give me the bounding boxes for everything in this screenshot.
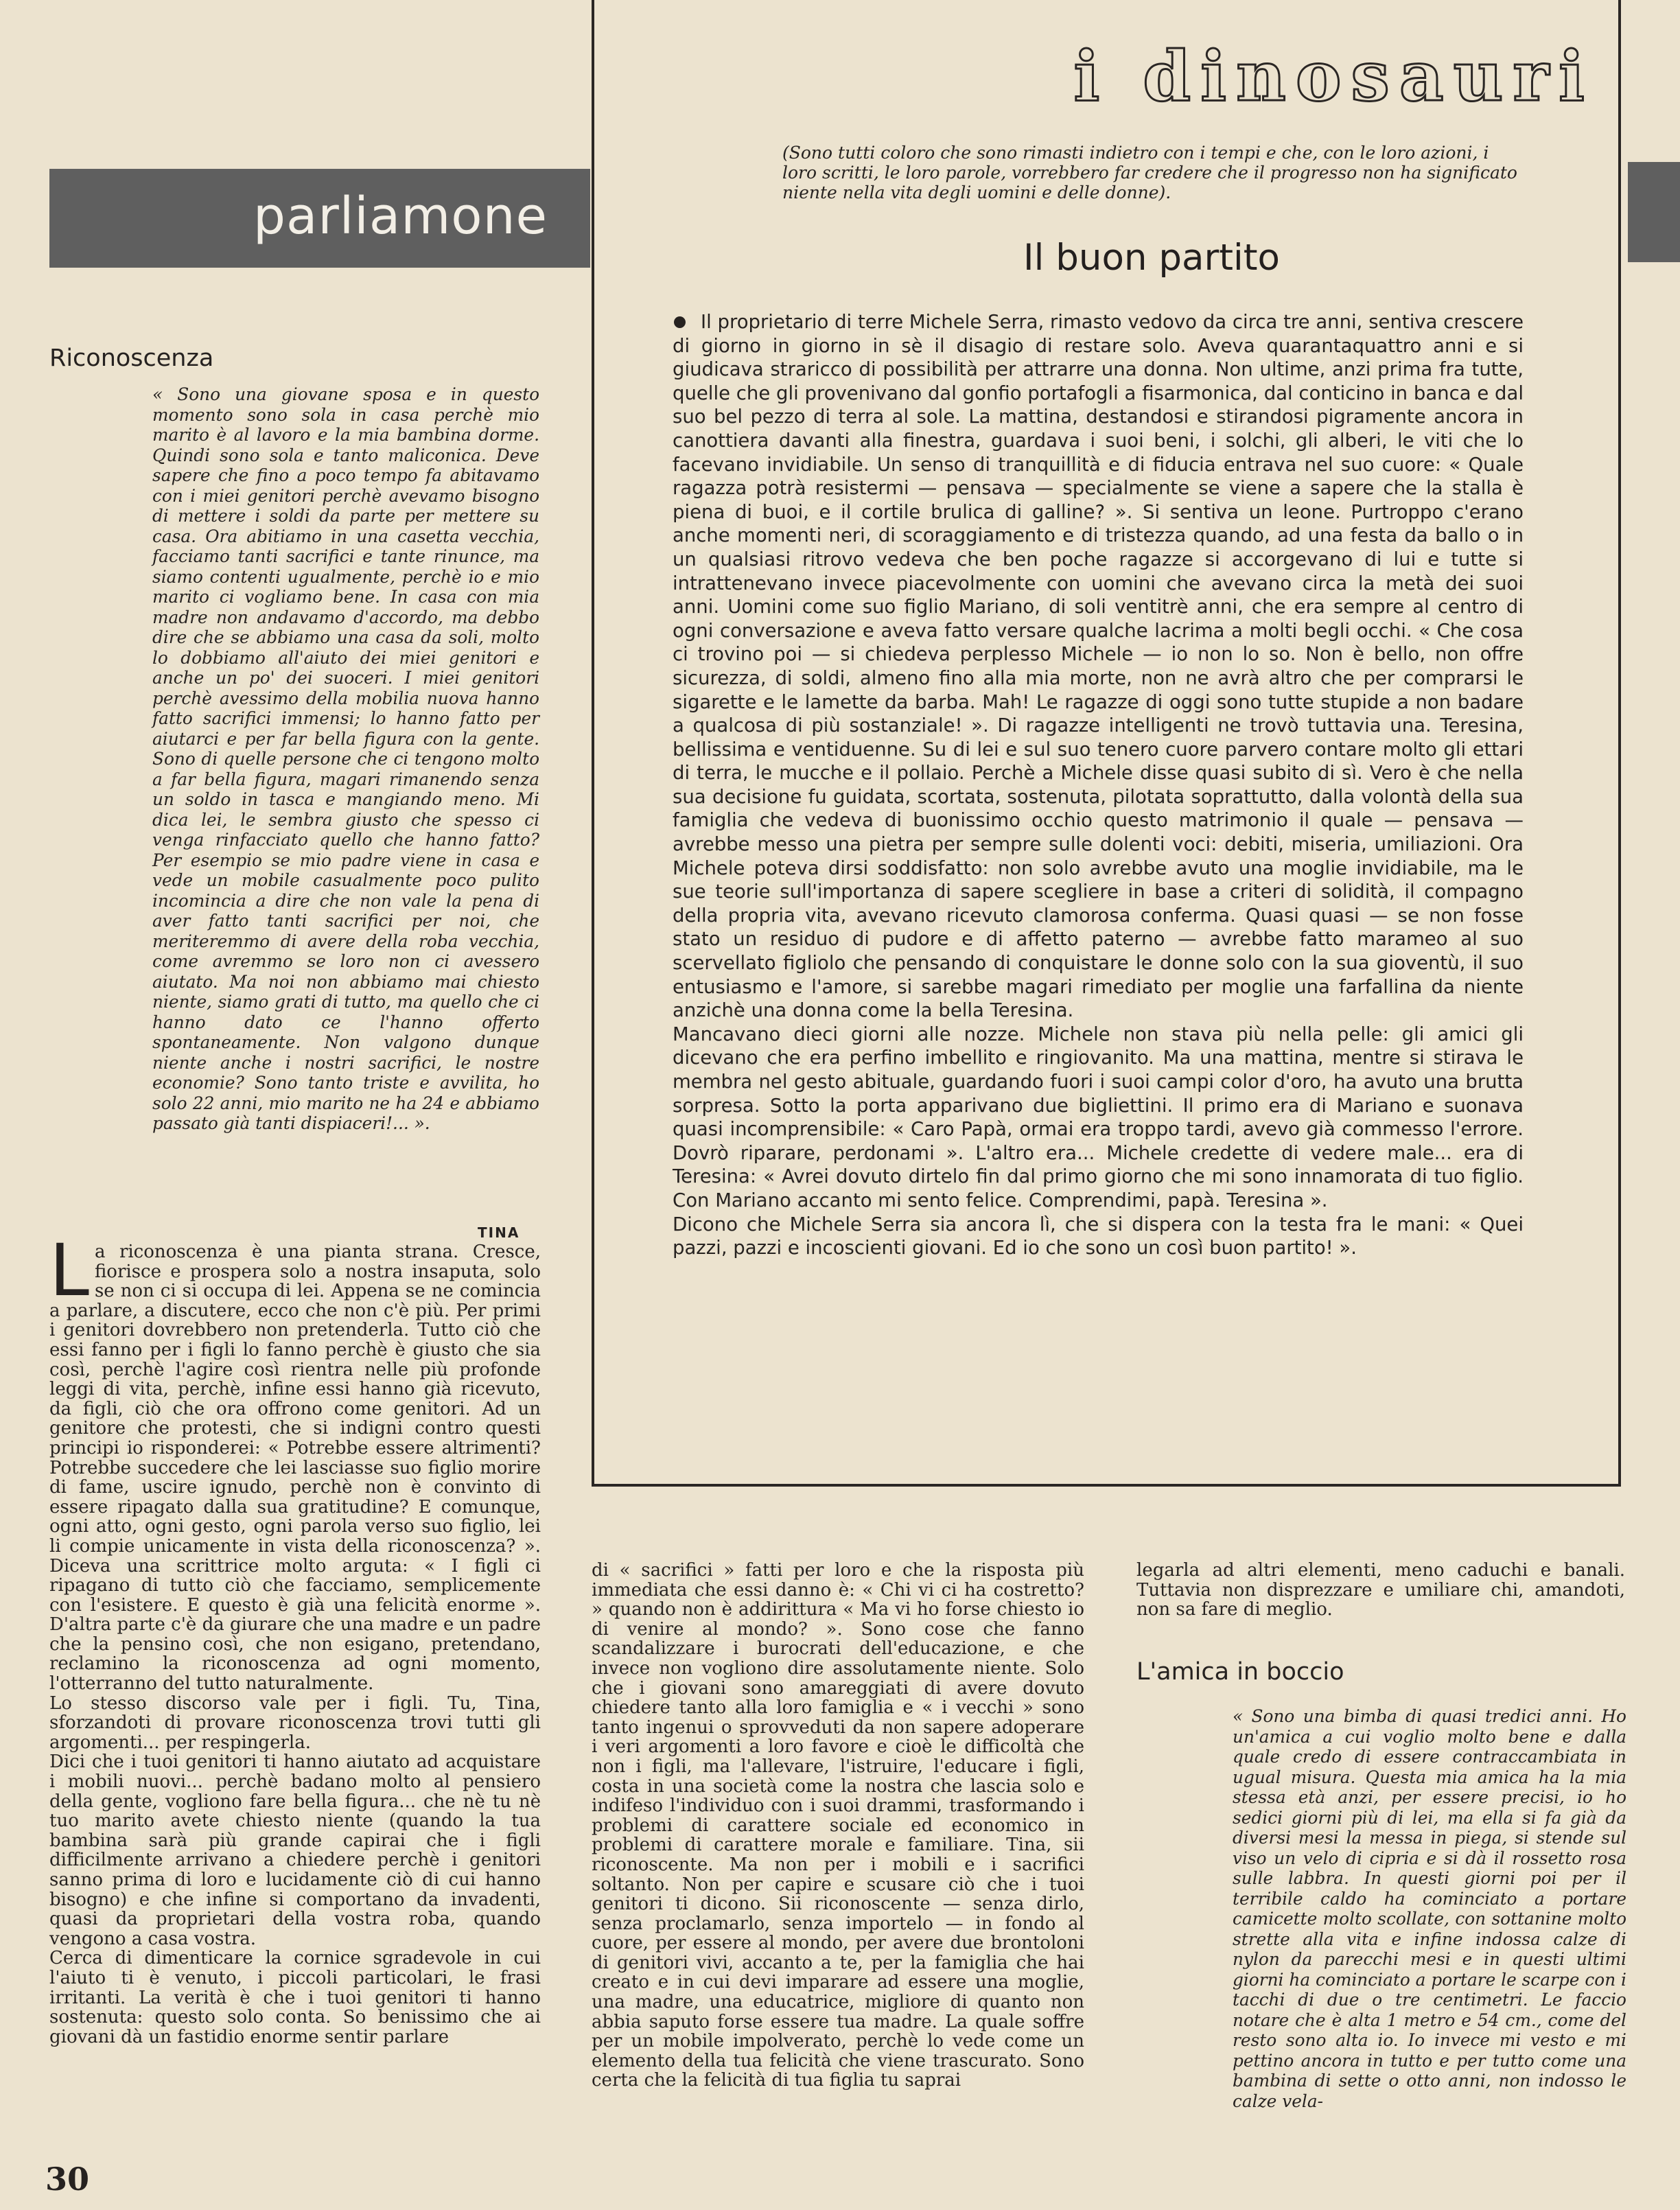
drop-cap: L — [49, 1229, 89, 1312]
amica-heading: L'amica in boccio — [1136, 1658, 1344, 1686]
reply-column-2: di « sacrifici » fatti per loro e che la risposta più immediata che essi danno è: « Chi vi ci ha costretto? » quando non è addirittura « Ma vi ho forse chiesto io di venire al mondo? ». Sono cose che fanno scandalizzare i burocrati dell'educazione, e che invece non vogliono dire assolutamente niente. Solo che i giovani sono amareggiati di avere dovuto chiedere tanto alla loro famiglia e « i vecchi » sono tanto ingenui o sprovveduti da non sapere adoperare i veri argomenti a loro favore e cioè le difficoltà che non i figli, ma l'allevare, l'istruire, l'educare i figli, costa in una società come la nostra che lascia solo e indifeso l'individuo con i suoi drammi, trasformando i problemi di carattere sociale ed economico in problemi di carattere morale e familiare. Tina, sii riconoscente. Ma non per i mobili e i sacrifici soltanto. Non per capire e scusare ciò che i tuoi genitori ti dicono. Sii riconoscente — senza dirlo, senza proclamarlo, senza importelo — in fondo al cuore, per essere al mondo, per avere due brontoloni di genitori vivi, accanto a te, per la famiglia che hai creato e in cui devi imparare ad essere una moglie, una madre, una educatrice, migliore di quanto non abbia saputo forse essere tua madre. La quale soffre per un mobile impolverato, perchè lo vede come un elemento della tua felicità che viene trascurato. Sono certa che la felicità di tua figlia tu saprai — [592, 1560, 1084, 2091]
reply-column-3: legarla ad altri elementi, meno caduchi e banali. Tuttavia non disprezzare e umiliare chi, amandoti, non sa fare di meglio. — [1136, 1560, 1625, 1620]
letter-signature: TINA — [478, 1224, 520, 1241]
story-paragraph: Il proprietario di terre Michele Serra, rimasto vedovo da circa tre anni, sentiva crescere di giorno in giorno in sè il disagio di restare solo. Aveva quarantaquattro anni e si giudicava straricco di possibilità per attrarre una donna. Non ultime, anzi prima fra tutte, quelle che gli provenivano dal gonfio portafogli a fisarmonica, dal conticino in banca e dal suo bel pezzo di terra al sole. La mattina, destandosi e stirandosi pigramente ancora in canottiera davanti alla finestra, guardava i suoi beni, i solchi, gli alberi, le viti che lo facevano invidiabile. Un senso di tranquillità e di fiducia entrava nel suo cuore: « Quale ragazza potrà resistermi — pensava — specialmente se viene a sapere che la stalla è piena di buoi, e il cortile brulica di galline? ». Si sentiva un leone. Purtroppo c'erano anche momenti neri, di scoraggiamento e di tristezza quando, ad una festa da ballo o in un qualsiasi ritrovo vedeva che ben poche ragazze si accorgevano di lui e tutte si intrattenevano invece piacevolmente con uomini che avevano circa la metà dei suoi anni. Uomini come suo figlio Mariano, di soli ventitrè anni, che era sempre al centro di ogni conversazione e aveva fatto versare qualche lacrima a molti begli occhi. « Che cosa ci trovino poi — si chiedeva perplesso Michele — io non lo so. Non è bello, non offre sicurezza, di soldi, almeno fino alla mia morte, non ne avrà altro che per comprarsi le sigarette e le lamette da barba. Mah! Le ragazze di oggi sono tutte stupide a non badare a qualcosa di più sostanziale! ». Di ragazze intelligenti ne trovò tuttavia una. Teresina, bellissima e ventiduenne. Su di lei e sul suo tenero cuore parvero contare molto gli ettari di terra, le mucche e il pollaio. Perchè a Michele disse quasi subito di sì. Vero è che nella sua decisione fu guidata, scortata, sostenuta, pilotata soprattutto, dalla volontà della sua famiglia che vedeva di buonissimo occhio questo matrimonio il quale — pensava — avrebbe messo una pietra per sempre sulle dolenti voci: debiti, miseria, umiliazioni. Ora Michele poteva dirsi soddisfatto: non solo avrebbe avuto una moglie invidiabile, ma le sue teorie sull'importanza di sapere scegliere in base a criteri di solidità, il compagno della propria vita, avevano ricevuto clamorosa conferma. Quasi quasi — se non fosse stato un residuo di pudore e di affetto paterno — avrebbe fatto marameo al suo scervellato figliolo che pensando di conquistare le donne solo con la sua gioventù, il suo entusiasmo e l'amore, si sarebbe magari rimediato per moglie una farfallina da niente anzichè una donna come la bella Teresina. — [673, 311, 1524, 1022]
reply-paragraph: Dici che i tuoi genitori ti hanno aiutato ad acquistare i mobili nuovi... perchè badano molto al pensiero della gente, vogliono fare bella figura... che nè tu nè tuo marito avete chiesto niente (quando la tua bambina sarà più grande capirai che i figli difficilmente arrivano a chiedere perchè i genitori sanno prima di loro e lucidamente ciò di cui hanno bisogno) e che infine si comportano da invadenti, quasi da proprietari della vostra roba, quando vengono a casa vostra. — [49, 1752, 541, 1949]
story-paragraph: Mancavano dieci giorni alle nozze. Michele non stava più nella pelle: gli amici gli dicevano che era perfino imbellito e ringiovanito. Ma una mattina, mentre si stirava le membra nel gesto abituale, guardando fuori i suoi campi color d'oro, ha avuto una brutta sorpresa. Sotto la porta apparivano due bigliettini. Il primo era di Mariano e suonava quasi incomprensibile: « Caro Papà, ormai era troppo tardi, avevo già commesso l'errore. Dovrò riparare, perdonami ». L'altro era... Michele credette di vedere male... era di Teresina: « Avrei dovuto dirtelo fin dal primo giorno che mi sono innamorata di tuo figlio. Con Mariano accanto mi sento felice. Comprendimi, papà. Teresina ». — [673, 1023, 1524, 1211]
reply-paragraph: Lo stesso discorso vale per i figli. Tu, Tina, sforzandoti di provare riconoscenza trovi tutti gli argomenti... per respingerla. — [49, 1693, 541, 1753]
section-banner-title: parliamone — [253, 187, 548, 246]
reply-paragraph: La riconoscenza è una pianta strana. Cresce, fiorisce e prospera solo a nostra insaputa, solo se non ci si occupa di lei. Appena se ne comincia a parlare, a discutere, ecco che non c'è più. Per primi i genitori dovrebbero non pretenderla. Tutto ciò che essi fanno per i figli lo fanno perchè è giusto che sia così, perchè l'agire così rientra nelle più profonde leggi di vita, perchè, infine essi hanno già ricevuto, da figli, ciò che ora offrono come genitori. Ad un genitore che protesti, che si indigni contro questi principi io risponderei: « Potrebbe essere altrimenti? Potrebbe succedere che lei lasciasse suo figlio morire di fame, uscire ignudo, perchè non è convinto di essere ripagato dalla sua gratitudine? E comunque, ogni atto, ogni gesto, ogni parola verso suo figlio, lei li compie unicamente in vista della riconoscenza? ». Diceva una scrittrice molto arguta: « I figli ci ripagano di tutto ciò che facciamo, semplicemente con l'esistere. E questo è già una felicità enorme ». D'altra parte c'è da giurare che una madre e un padre che la pensino così, che non esigano, pretendano, reclamino la riconoscenza ad ogni momento, l'otterranno del tutto naturalmente. — [49, 1229, 541, 1695]
story-title: Il buon partito — [1023, 237, 1280, 279]
feature-intro: (Sono tutti coloro che sono rimasti indietro con i tempi e che, con le loro azioni, i loro scritti, le loro parole, vorrebbero far credere che il progresso non ha significato niente nella vita degli uomini e delle donne). — [782, 143, 1517, 202]
amica-letter: « Sono una bimba di quasi tredici anni. Ho un'amica a cui voglio molto bene e dalla quale credo di essere contraccambiata in ugual misura. Questa mia amica ha la mia stessa età anzi, per essere precisi, io ho sedici giorni più di lei, ma ella si fa già da diversi mesi la messa in piega, si stende sul viso un velo di cipria e si dà il rossetto rosa sulle labbra. In questi giorni poi per il terribile caldo ha cominciato a portare camicette molto scollate, con sottanine molto strette alla vita e infine indossa calze di nylon da parecchi mesi e in questi ultimi giorni ha cominciato a portare le scarpe con i tacchi di due o tre centimetri. Le faccio notare che è alta 1 metro e 54 cm., come del resto sono alta io. Io invece mi vesto e mi pettino ancora in tutto e per tutto come una bambina di sette o otto anni, non indosso le calze vela- — [1233, 1706, 1626, 2111]
feature-title: i dinosauri — [1073, 36, 1594, 117]
edge-tab-decoration — [1628, 162, 1680, 262]
riconoscenza-letter: « Sono una giovane sposa e in questo momento sono sola in casa perchè mio marito è al lavoro e la mia bambina dorme. Quindi sono sola e tanto maliconica. Deve sapere che fino a poco tempo fa abitavamo con i miei genitori perchè avevamo bisogno di mettere i soldi da parte per mettere su casa. Ora abitiamo in una casetta vecchia, facciamo tanti sacrifici e tante rinunce, ma siamo contenti ugualmente, perchè io e mio marito ci vogliamo bene. In casa con mia madre non andavamo d'accordo, ma debbo dire che se abbiamo una casa da soli, molto lo dobbiamo all'aiuto dei miei genitori e anche un po' dei suoceri. I miei genitori perchè avessimo della mobilia nuova hanno fatto sacrifici immensi; lo hanno fatto per aiutarci e per far bella figura con la gente. Sono di quelle persone che ci tengono molto a far bella figura, magari rimanendo senza un soldo in tasca e mangiando meno. Mi dica lei, le sembra giusto che spesso ci venga rinfacciato quello che hanno fatto? Per esempio se mio padre viene in casa e vede un mobile casualmente poco pulito incomincia a dire che non vale la pena di aver fatto tanti sacrifici per noi, che meriteremmo di avere della roba vecchia, come avremmo se loro non ci avessero aiutato. Ma noi non abbiamo mai chiesto niente, siamo grati di tutto, ma quello che ci hanno dato ce l'hanno offerto spontaneamente. Non valgono dunque niente anche i nostri sacrifici, le nostre economie? Sono tanto triste e avvilita, ho solo 22 anni, mio marito ne ha 24 e abbiamo passato già tanti dispiaceri!... ». — [152, 384, 539, 1133]
page-number: 30 — [45, 2161, 90, 2198]
story-paragraph: Dicono che Michele Serra sia ancora lì, che si dispera con la testa fra le mani: « Quei pazzi, pazzi e incoscienti giovani. Ed io che sono un così buon partito! ». — [673, 1213, 1524, 1259]
section-banner — [49, 169, 590, 268]
bullet-icon — [674, 316, 686, 328]
riconoscenza-heading: Riconoscenza — [49, 345, 214, 372]
reply-column-1 — [49, 1229, 541, 2047]
story-body — [673, 310, 1524, 1260]
reply-paragraph: Cerca di dimenticare la cornice sgradevole in cui l'aiuto ti è venuto, i piccoli particolari, le frasi irritanti. La verità è che i tuoi genitori ti hanno sostenuta: questo solo conta. So benissimo che ai giovani dà un fastidio enorme sentir parlare — [49, 1948, 541, 2047]
